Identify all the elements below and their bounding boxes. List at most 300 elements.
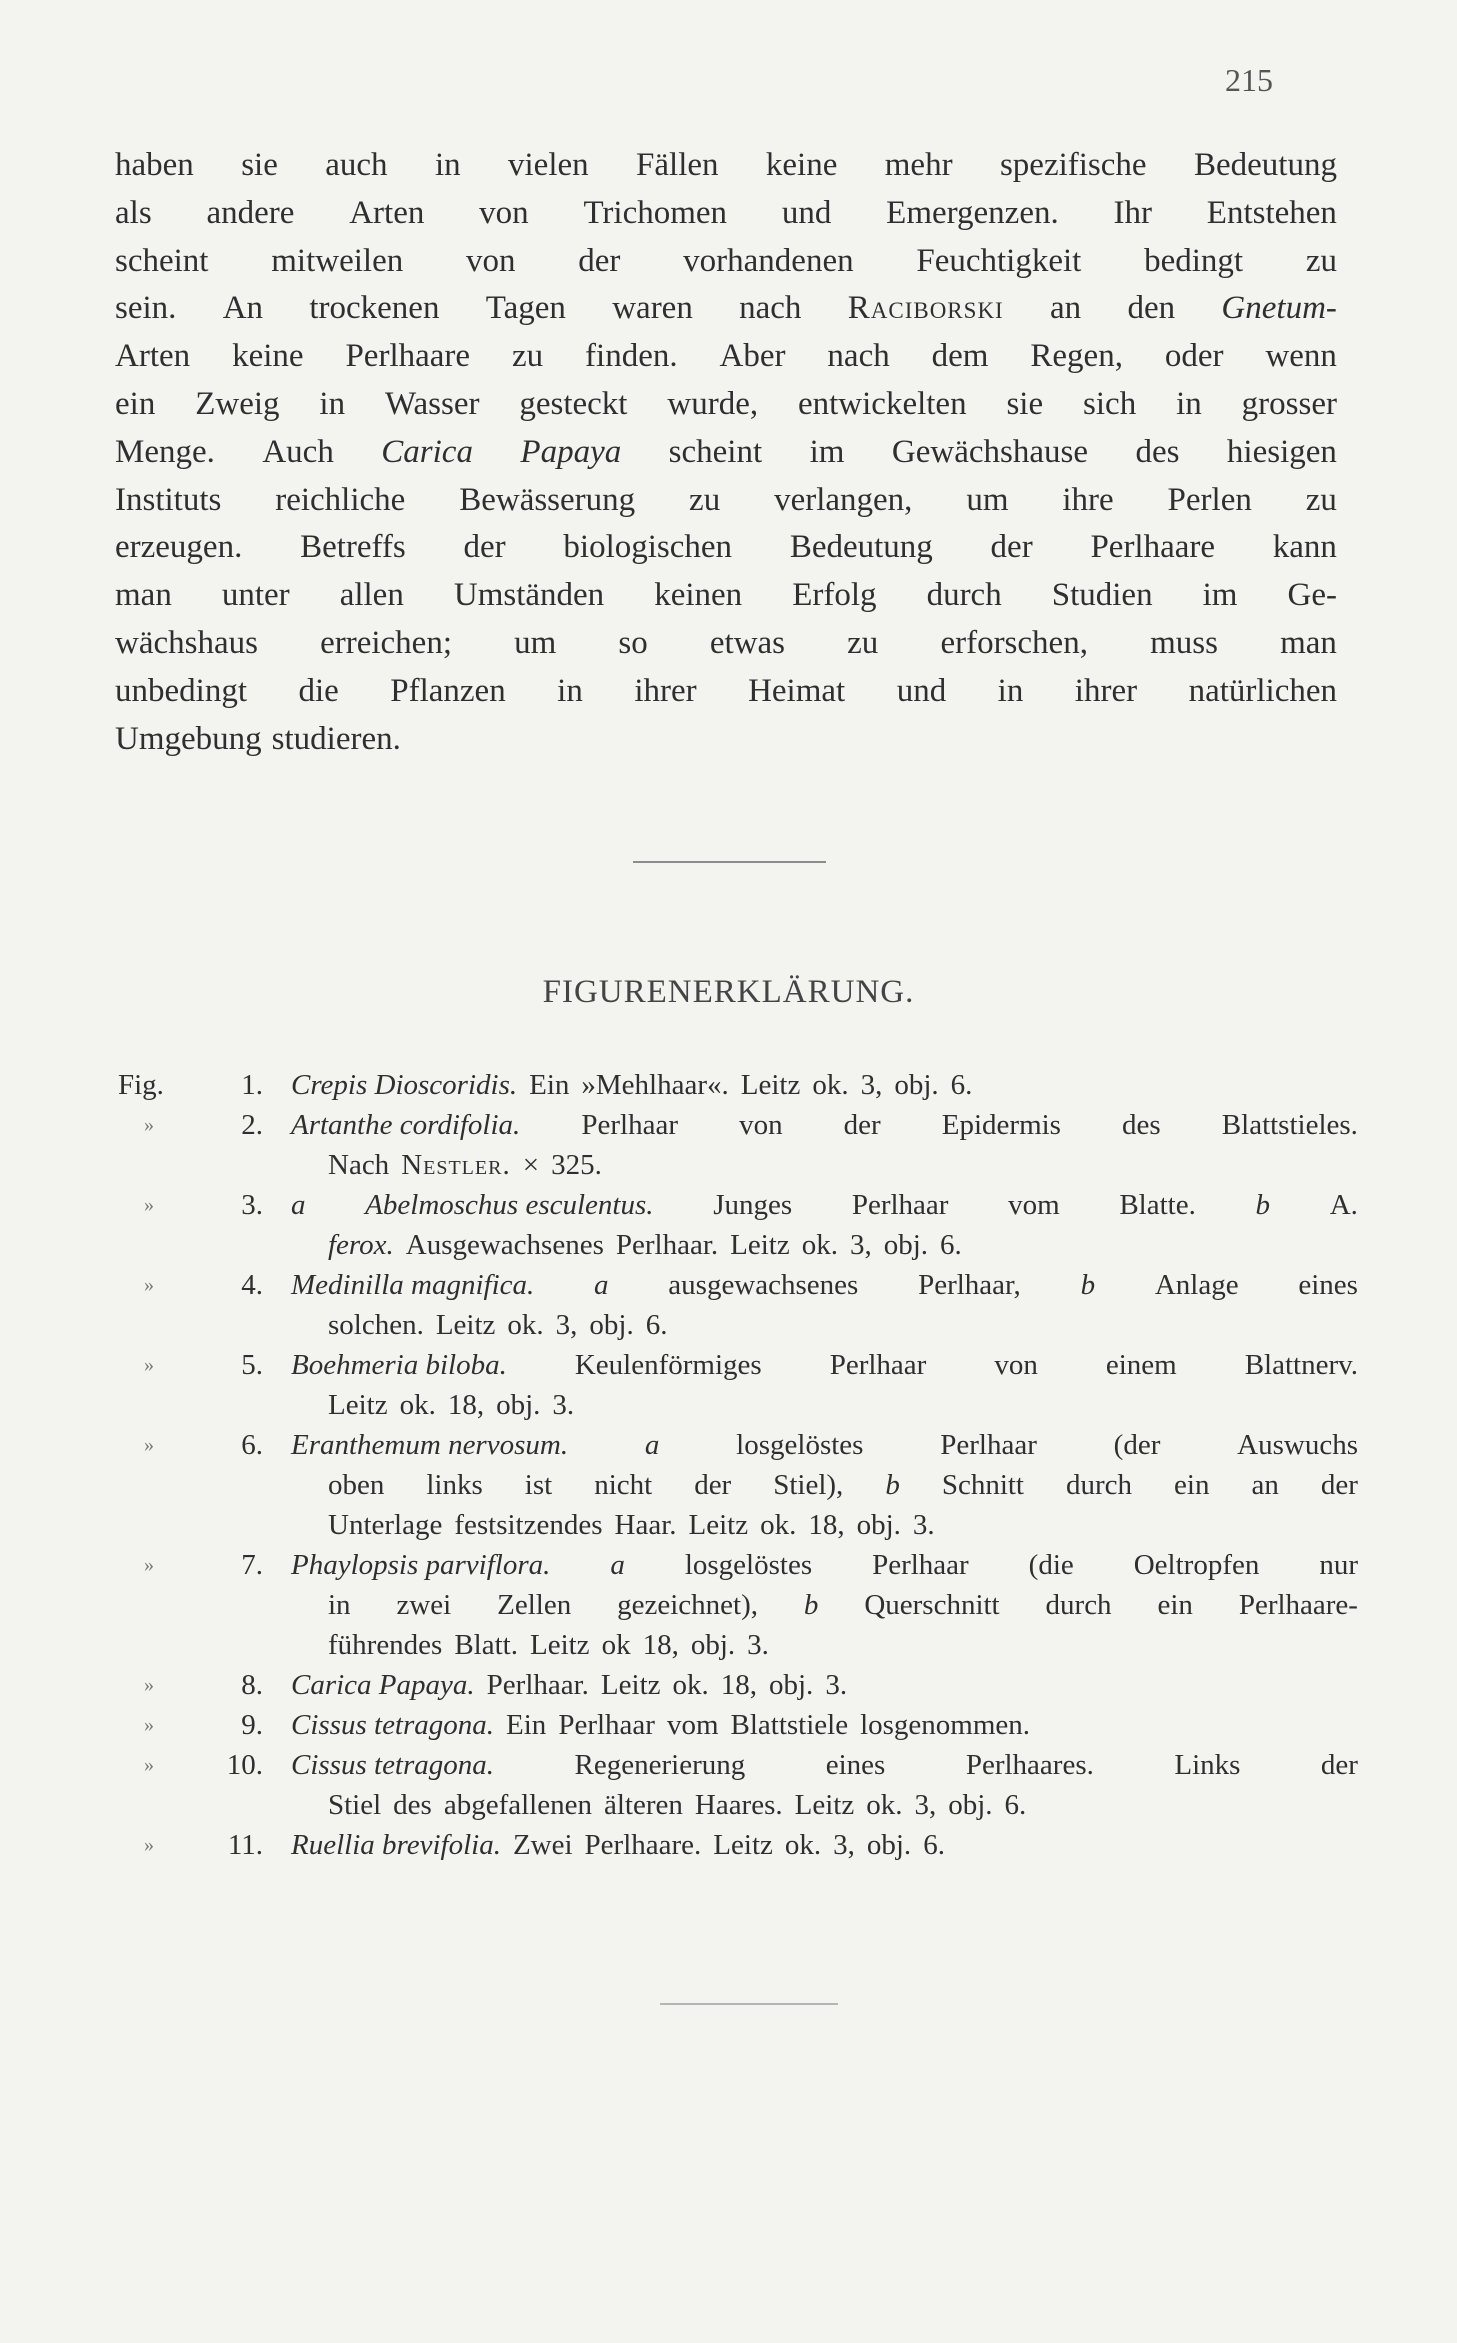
figure-line: [118, 1785, 1358, 1825]
word: um: [966, 481, 1009, 518]
word: Abelmoschus esculentus.: [365, 1189, 654, 1221]
word: Leitz: [794, 1789, 855, 1821]
word: Ein: [529, 1069, 570, 1101]
word: sich: [1083, 385, 1137, 422]
figure-line: [118, 1145, 1358, 1185]
word: ein: [1157, 1589, 1193, 1621]
word: der: [843, 1109, 881, 1141]
word: 3.: [552, 1389, 575, 1421]
figure-line: [118, 1705, 1358, 1745]
figure-line: [118, 1305, 1358, 1345]
word: auch: [325, 147, 388, 183]
figure-entry: [118, 1185, 1358, 1265]
word: Emergenzen.: [886, 194, 1059, 231]
figure-entry: [118, 1825, 1358, 1865]
word: erzeugen.: [115, 529, 243, 566]
word: die: [298, 672, 339, 709]
word: vorhandenen: [683, 242, 854, 279]
word: Papaya: [520, 433, 622, 470]
word: Raciborski: [847, 290, 1004, 327]
word: wächshaus: [115, 624, 258, 661]
word: unbedingt: [115, 672, 247, 709]
figure-line: [118, 1425, 1358, 1465]
figure-caption: [328, 1505, 1358, 1545]
word: scheint: [668, 433, 763, 470]
word: b: [1255, 1189, 1271, 1221]
word: haben: [115, 147, 194, 183]
word: a: [610, 1549, 625, 1581]
body-line: [115, 477, 1337, 525]
word: finden.: [585, 338, 678, 375]
body-line: [115, 668, 1337, 716]
word: Studien: [1051, 577, 1153, 614]
word: von: [994, 1349, 1038, 1381]
word: 6.: [940, 1229, 962, 1261]
word: eines: [1298, 1269, 1358, 1301]
word: von: [739, 1109, 783, 1141]
word: einem: [1105, 1349, 1177, 1381]
ditto-mark: »: [144, 1194, 154, 1216]
word: b: [803, 1589, 819, 1621]
word: man: [115, 577, 172, 614]
figure-caption: [328, 1305, 1358, 1345]
word: 3.: [912, 1509, 935, 1541]
word: Menge.: [115, 433, 215, 470]
word: etwas: [709, 624, 786, 661]
word: Crepis Dioscoridis.: [291, 1069, 518, 1101]
word: Auch: [262, 433, 334, 470]
figure-line: [118, 1585, 1358, 1625]
word: älteren: [603, 1789, 683, 1821]
figure-line: [118, 1065, 1358, 1105]
word: Anlage: [1154, 1269, 1239, 1301]
word: obj.: [690, 1629, 736, 1661]
word: keine: [765, 147, 838, 183]
word: 3,: [555, 1309, 578, 1341]
word: waren: [612, 290, 693, 327]
word: durch: [1065, 1469, 1133, 1501]
word: Bewässerung: [459, 481, 636, 518]
word: in: [997, 672, 1024, 709]
word: Entstehen: [1206, 194, 1337, 231]
figure-line: [118, 1745, 1358, 1785]
ditto-mark: »: [144, 1554, 154, 1576]
figure-caption: [328, 1225, 1358, 1265]
word: zu: [1305, 481, 1337, 518]
figure-line: [118, 1225, 1358, 1265]
word: Bedeutung: [789, 529, 933, 566]
word: so: [618, 624, 648, 661]
word: Stiel),: [773, 1469, 844, 1501]
ditto-mark: »: [144, 1754, 154, 1776]
word: Arten: [349, 194, 425, 231]
figure-entry: [118, 1705, 1358, 1745]
word: 18,: [808, 1509, 845, 1541]
word: obj.: [769, 1669, 814, 1701]
word: festsitzendes: [454, 1509, 603, 1541]
word: Perlhaare.: [584, 1829, 702, 1861]
figure-number: 5.: [241, 1349, 263, 1381]
word: dem: [931, 338, 989, 375]
figure-caption: [291, 1345, 1358, 1385]
word: Leitz: [688, 1509, 749, 1541]
word: ok.: [801, 1229, 838, 1261]
word: Leitz: [730, 1229, 790, 1261]
word: im: [1202, 577, 1238, 614]
ditto-mark: »: [144, 1354, 154, 1376]
word: Nestler.: [401, 1149, 511, 1181]
word: nicht: [594, 1469, 653, 1501]
word: Umgebung: [115, 720, 262, 757]
word: a: [644, 1429, 660, 1461]
figure-caption: [291, 1665, 1358, 1705]
word: obj.: [866, 1829, 912, 1861]
figure-number: 11.: [227, 1829, 263, 1861]
word: 6.: [923, 1829, 945, 1861]
word: den: [1127, 290, 1176, 327]
word: Boehmeria biloba.: [291, 1349, 507, 1381]
word: zu: [511, 338, 544, 375]
figure-entry: [118, 1065, 1358, 1105]
word: Instituts: [115, 481, 222, 518]
figure-number: 10.: [226, 1749, 263, 1781]
word: 3,: [860, 1069, 883, 1101]
word: Perlhaares.: [965, 1749, 1094, 1781]
ditto-mark: »: [144, 1834, 154, 1856]
figure-caption: [291, 1265, 1358, 1305]
word: man: [1280, 624, 1337, 661]
word: Leitz: [328, 1389, 388, 1421]
word: obj.: [883, 1229, 929, 1261]
ditto-mark: »: [144, 1674, 154, 1696]
word: Ihr: [1113, 194, 1152, 231]
figure-legend-list: [118, 1065, 1358, 1865]
word: Medinilla magnifica.: [291, 1269, 535, 1301]
word: ihrer: [1074, 672, 1138, 709]
word: 3,: [849, 1229, 872, 1261]
word: Regen,: [1030, 338, 1123, 375]
word: Perlhaar: [851, 1189, 949, 1221]
figure-entry: [118, 1265, 1358, 1345]
word: obj.: [496, 1389, 541, 1421]
word: durch: [1045, 1589, 1112, 1621]
word: unter: [221, 577, 290, 614]
word: Links: [1174, 1749, 1241, 1781]
figure-caption: [291, 1705, 1358, 1745]
figure-number: 1.: [241, 1069, 263, 1101]
word: Auswuchs: [1237, 1429, 1358, 1461]
word: Regenerierung: [574, 1749, 746, 1781]
word: Blattstiele: [730, 1709, 849, 1741]
word: Leitz: [600, 1669, 661, 1701]
word: a: [594, 1269, 609, 1301]
word: Tagen: [485, 290, 566, 327]
word: Keulenförmiges: [574, 1349, 762, 1381]
word: studieren.: [271, 720, 401, 757]
word: spezifische: [999, 147, 1147, 183]
word: 18,: [642, 1629, 679, 1661]
figure-caption: [328, 1585, 1358, 1625]
word: Perlen: [1167, 481, 1252, 518]
word: oben: [328, 1469, 385, 1501]
word: in: [557, 672, 583, 709]
body-line: [115, 429, 1337, 477]
word: Haares.: [694, 1789, 783, 1821]
word: Perlhaar.: [615, 1229, 719, 1261]
body-line: [115, 285, 1337, 333]
word: Blattnerv.: [1244, 1349, 1358, 1381]
word: losgenommen.: [860, 1709, 1031, 1741]
word: führendes: [328, 1629, 443, 1661]
word: solchen.: [328, 1309, 424, 1341]
word: A.: [1329, 1189, 1358, 1221]
body-line: [115, 620, 1337, 668]
word: oder: [1164, 338, 1224, 375]
word: Leitz: [529, 1629, 590, 1661]
figure-line: [118, 1465, 1358, 1505]
word: kann: [1272, 529, 1337, 566]
word: Querschnitt: [864, 1589, 1000, 1621]
word: Zellen: [497, 1589, 572, 1621]
word: Leitz: [740, 1069, 801, 1101]
word: des: [1135, 433, 1180, 470]
word: nach: [827, 338, 890, 375]
word: gesteckt: [519, 385, 628, 422]
word: Carica Papaya.: [291, 1669, 475, 1701]
ditto-mark: »: [144, 1274, 154, 1296]
word: Leitz: [713, 1829, 773, 1861]
word: Umständen: [453, 577, 605, 614]
word: b: [885, 1469, 900, 1501]
figure-number: 2.: [241, 1109, 263, 1141]
word: keinen: [654, 577, 743, 614]
word: ausgewachsenes: [668, 1269, 859, 1301]
word: ihrer: [634, 672, 697, 709]
word: Ein: [506, 1709, 547, 1741]
figure-caption: [328, 1785, 1358, 1825]
word: ×: [522, 1149, 540, 1181]
figure-entry: [118, 1665, 1358, 1705]
word: Artanthe cordifolia.: [291, 1109, 521, 1141]
word: 325.: [551, 1149, 602, 1181]
word: 6.: [950, 1069, 973, 1101]
word: Erfolg: [792, 577, 877, 614]
word: Nach: [328, 1149, 390, 1181]
word: Cissus tetragona.: [291, 1749, 495, 1781]
word: ein: [1174, 1469, 1210, 1501]
word: Perlhaar: [940, 1429, 1037, 1461]
word: Blatt.: [454, 1629, 518, 1661]
word: Fällen: [636, 147, 719, 183]
word: 6.: [645, 1309, 668, 1341]
body-line: [115, 716, 1337, 764]
word: Schnitt: [941, 1469, 1024, 1501]
figure-number: 7.: [241, 1549, 263, 1581]
figure-line: [118, 1385, 1358, 1425]
body-line: [115, 381, 1337, 429]
word: sein.: [115, 290, 177, 327]
word: zu: [847, 624, 879, 661]
word: nach: [739, 290, 802, 327]
word: sie: [1006, 385, 1044, 422]
word: Perlhaar,: [918, 1269, 1021, 1301]
word: Pflanzen: [390, 672, 506, 709]
body-line: [115, 142, 1337, 190]
figure-entry: [118, 1425, 1358, 1545]
word: entwickelten: [797, 385, 967, 422]
word: und: [896, 672, 947, 709]
word: Perlhaare: [345, 338, 471, 375]
word: mitweilen: [271, 242, 404, 279]
word: Epidermis: [941, 1109, 1061, 1141]
word: ok.: [866, 1789, 903, 1821]
word: Perlhaar: [558, 1709, 655, 1741]
figure-number: 9.: [241, 1709, 263, 1741]
figure-line: [118, 1825, 1358, 1865]
word: Aber: [719, 338, 786, 375]
word: scheint: [115, 242, 209, 279]
word: hiesigen: [1226, 433, 1337, 470]
word: Bedeutung: [1193, 147, 1337, 183]
word: trockenen: [309, 290, 440, 327]
word: (der: [1113, 1429, 1161, 1461]
word: obj.: [589, 1309, 634, 1341]
word: Perlhaare-: [1238, 1589, 1358, 1621]
word: gezeichnet),: [617, 1589, 758, 1621]
word: 3.: [747, 1629, 769, 1661]
figure-number: 4.: [241, 1269, 263, 1301]
word: Zweig: [195, 385, 280, 422]
word: mehr: [884, 147, 953, 183]
word: obj.: [948, 1789, 993, 1821]
figure-line: [118, 1105, 1358, 1145]
figure-caption: [328, 1145, 1358, 1185]
word: Heimat: [748, 672, 846, 709]
word: Eranthemum nervosum.: [291, 1429, 569, 1461]
body-line: [115, 238, 1337, 286]
body-line: [115, 524, 1337, 572]
word: von: [465, 242, 516, 279]
word: ferox.: [328, 1229, 394, 1261]
ditto-mark: »: [144, 1714, 154, 1736]
word: ihre: [1062, 481, 1114, 518]
word: (die: [1028, 1549, 1074, 1581]
word: Perlhaar: [581, 1109, 678, 1141]
section-heading: FIGURENERKLÄRUNG.: [542, 974, 915, 1010]
word: erreichen;: [320, 624, 452, 661]
figure-line: [118, 1345, 1358, 1385]
word: Junges: [713, 1189, 793, 1221]
word: obj.: [856, 1509, 901, 1541]
word: links: [426, 1469, 483, 1501]
word: ok.: [399, 1389, 436, 1421]
word: losgelöstes: [684, 1549, 813, 1581]
word: 18,: [447, 1389, 485, 1421]
figure-line: [118, 1505, 1358, 1545]
word: Arten: [115, 338, 191, 375]
figure-caption: [328, 1625, 1358, 1665]
word: vom: [1008, 1189, 1060, 1221]
word: des: [1122, 1109, 1161, 1141]
word: bedingt: [1144, 242, 1244, 279]
word: in: [434, 147, 461, 183]
word: Perlhaar: [829, 1349, 927, 1381]
word: allen: [339, 577, 404, 614]
figure-line: [118, 1665, 1358, 1705]
word: Blatte.: [1119, 1189, 1196, 1221]
section-divider: [633, 861, 826, 863]
word: und: [781, 194, 832, 231]
word: ok.: [760, 1509, 797, 1541]
body-line: [115, 190, 1337, 238]
word: ist: [524, 1469, 553, 1501]
word: abgefallenen: [443, 1789, 592, 1821]
word: muss: [1150, 624, 1218, 661]
word: ok.: [812, 1069, 849, 1101]
figure-line: [118, 1545, 1358, 1585]
word: An: [222, 290, 264, 327]
word: in: [319, 385, 346, 422]
figure-entry: [118, 1545, 1358, 1665]
figure-caption: [291, 1545, 1358, 1585]
word: Betreffs: [300, 529, 406, 566]
word: natürlichen: [1188, 672, 1337, 709]
word: in: [1176, 385, 1202, 422]
ditto-mark: »: [144, 1114, 154, 1136]
word: Zwei: [512, 1829, 573, 1861]
word: Ausgewachsenes: [405, 1229, 604, 1261]
figure-number: 8.: [241, 1669, 263, 1701]
word: Oeltropfen: [1133, 1549, 1260, 1581]
word: 3,: [833, 1829, 855, 1861]
page-number: 215: [1225, 62, 1273, 98]
fig-label: Fig.: [118, 1069, 164, 1101]
word: grosser: [1241, 385, 1337, 422]
word: der: [1320, 1749, 1358, 1781]
word: an: [1050, 290, 1082, 327]
word: Carica: [381, 433, 473, 470]
figure-number: 6.: [241, 1429, 263, 1461]
word: Leitz: [435, 1309, 496, 1341]
end-divider: [660, 2003, 838, 2005]
word: Perlhaar.: [486, 1669, 589, 1701]
word: biologischen: [563, 529, 733, 566]
word: Haar.: [614, 1509, 677, 1541]
body-line: [115, 333, 1337, 381]
figure-entry: [118, 1105, 1358, 1185]
body-paragraph: [115, 142, 1337, 763]
word: von: [479, 194, 529, 231]
word: sie: [241, 147, 278, 183]
word: Stiel: [328, 1789, 382, 1821]
word: Perlhaar: [872, 1549, 969, 1581]
word: Gnetum-: [1221, 290, 1337, 327]
word: um: [514, 624, 557, 661]
figure-caption: [328, 1385, 1358, 1425]
word: Cissus tetragona.: [291, 1709, 495, 1741]
word: erforschen,: [940, 624, 1088, 661]
word: keine: [232, 338, 304, 375]
figure-number: 3.: [241, 1189, 263, 1221]
word: Perlhaare: [1090, 529, 1216, 566]
word: Phaylopsis parviflora.: [291, 1549, 551, 1581]
word: vielen: [508, 147, 589, 183]
word: eines: [825, 1749, 886, 1781]
word: Blattstieles.: [1221, 1109, 1358, 1141]
word: ok.: [507, 1309, 544, 1341]
word: der: [694, 1469, 732, 1501]
word: Wasser: [384, 385, 480, 422]
